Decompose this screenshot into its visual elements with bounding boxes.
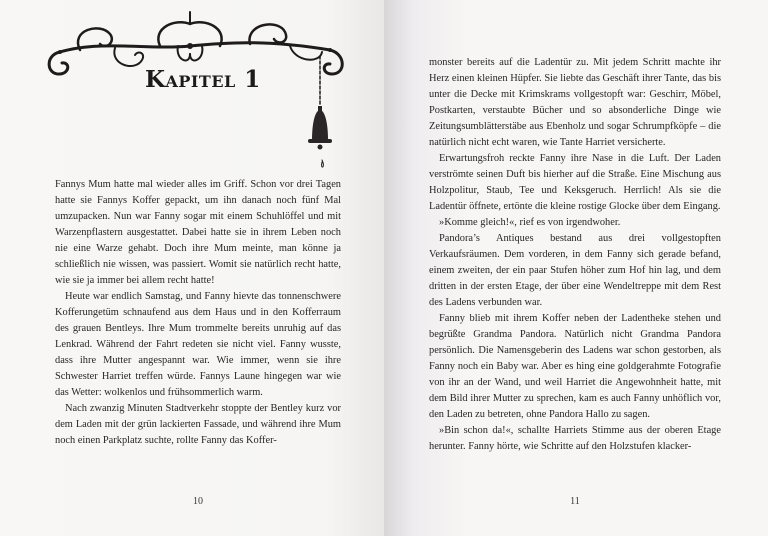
paragraph: Nach zwanzig Minuten Stadtverkehr stoppte der Bentley kurz vor dem Laden mit der grün lackierten Fassade, und während ihre Mum noch einen Parkplatz suchte, rollte Fanny das Koffer- bbox=[55, 403, 341, 446]
left-page-body bbox=[55, 177, 341, 449]
right-page-body bbox=[429, 55, 721, 455]
page-number: 10 bbox=[193, 496, 203, 507]
paragraph: Pandora’s Antiques bestand aus drei vollgestopften Verkaufsräumen. Dem vorderen, in dem Fanny sich gerade befand, einem zweiten, der ein paar Stufen höher zum Hof hin lag, und dem dritten in der ersten Etage, der über eine Wendeltreppe mit dem Rest des Ladens verbunden war. bbox=[429, 233, 721, 308]
page-number: 11 bbox=[570, 496, 580, 507]
paragraph: Erwartungsfroh reckte Fanny ihre Nase in die Luft. Der Laden verströmte seinen Duft bis hierher auf die Straße. Eine Mischung aus Holzpolitur, Staub, Tee und Keksgeruch. Herrlich! Als sie die Ladentür öffnete, ertönte die kleine rostige Glocke über dem Eingang. bbox=[429, 153, 721, 212]
paragraph: Fannys Mum hatte mal wieder alles im Griff. Schon vor drei Tagen hatte sie Fannys Koffer gepackt, um ihn danach noch fünf Mal umzupacken. Nun war Fanny sogar mit einem Schuhlöffel und mit Warzenpflastern ausgestattet. Dabei hatte sie in ihrem Leben noch nie eine Warze gehabt. Doch ihre Mum meinte, man könne ja schließlich nie wissen, was passiert. Womit sie natürlich recht hatte, wie sie ja immer bei allem recht hatte! bbox=[55, 179, 341, 286]
paragraph: »Komme gleich!«, rief es von irgendwoher. bbox=[439, 217, 621, 228]
paragraph: monster bereits auf die Ladentür zu. Mit jedem Schritt machte ihr Herz einen kleinen Hüpfer. Sie liebte das Geschäft ihrer Tante, das bis unter die Decke mit Krimskrams vollgestopft war: Geschirr, Möbel, Postkarten, verstaubte Bücher und so absonderliche Dinge wie Zeitungsumblätterstäbe aus Ebenholz und sogar Schrumpfköpfe – die natürlich nicht echt waren, wie Tante Harriet versicherte. bbox=[429, 57, 721, 148]
paragraph: Fanny blieb mit ihrem Koffer neben der Ladentheke stehen und begrüßte Grandma Pandora. Natürlich nicht Grandma Pandora persönlich. Die Namensgeberin des Ladens war schon gestorben, als Fanny noch ein Baby war. Aber es hing eine goldgerahmte Fotografie von ihr an der Wand, und weil Harriet die Angewohnheit hatte, mit dem Bild ihrer Mutter zu sprechen, kam es auch Fanny unhöflich vor, den Laden zu betreten, ohne Pandora Hallo zu sagen. bbox=[429, 313, 721, 420]
paragraph: »Bin schon da!«, schallte Harriets Stimme aus der oberen Etage herunter. Fanny hörte, wie Schritte auf den Holzstufen klacker- bbox=[429, 425, 721, 452]
chapter-title: Kapitel 1 bbox=[145, 66, 261, 93]
paragraph: Heute war endlich Samstag, und Fanny hievte das tonnenschwere Kofferungetüm schnaufend aus dem Haus und in den Kofferraum des grauen Bentleys. Ihre Mum trommelte bereits unruhig auf das Lenkrad. Während der Fahrt redeten sie nicht viel. Fanny wusste, dass ihre Mutter angespannt war. Wie immer, wenn sie ihre Schwester Harriet treffen würde. Fannys Laune hingegen war wie das Wetter: wolkenlos und frühsommerlich warm. bbox=[55, 291, 341, 398]
right-page bbox=[384, 0, 768, 536]
